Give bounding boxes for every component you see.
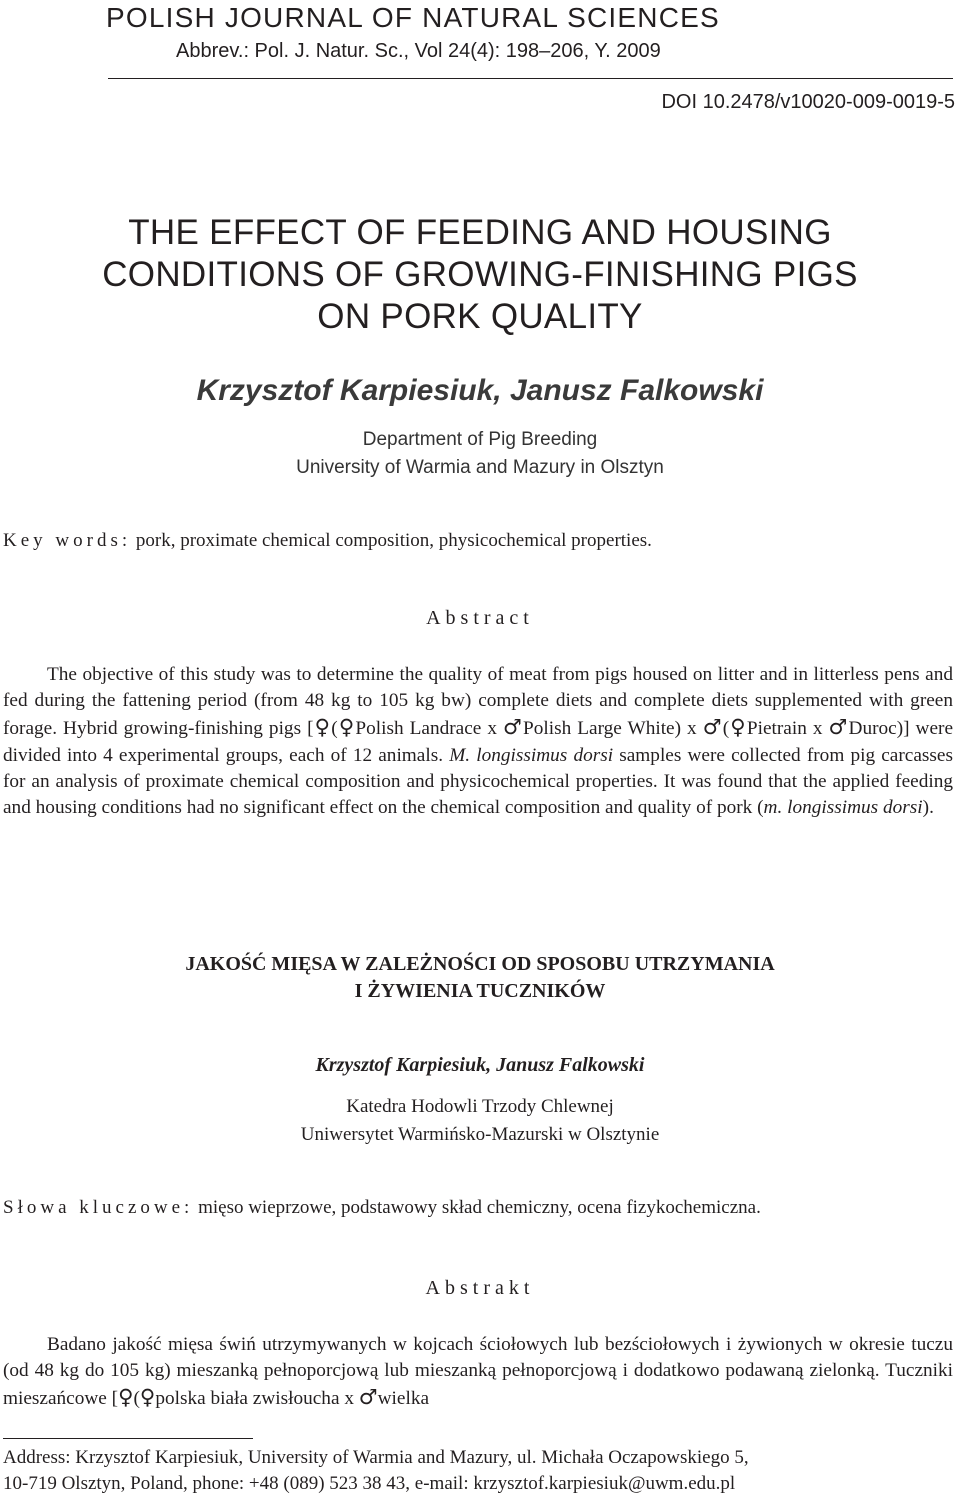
- abstract-heading: Abstract: [426, 607, 534, 629]
- keywords: [3, 530, 652, 552]
- male-symbol-icon: ♂: [503, 715, 524, 740]
- abstract-text-part: Duroc)] were divided into 4 experimental groups, each of 12 animals.: [3, 718, 954, 766]
- female-symbol-icon: ♀: [118, 1385, 134, 1410]
- male-symbol-icon: ♂: [702, 715, 723, 740]
- abstract-text-part: Polish Large White) x: [523, 718, 703, 740]
- abstract-text-part: wielka: [377, 1388, 430, 1410]
- title-line: I ŻYWIENIA TUCZNIKÓW: [354, 980, 606, 1002]
- polish-abstract-text: [3, 1332, 953, 1413]
- header-divider: [108, 78, 953, 79]
- abstract-text-part: The objective of this study was to determine the quality of meat from pigs housed on litter and in litterless pens and fed during the fattening period (from 48 kg to 105 kg bw) complete diets and complete diets supplemented with green forage. Hybrid growing-finishing pigs [: [3, 664, 953, 740]
- university: University of Warmia and Mazury in Olsztyn: [296, 457, 664, 478]
- authors: Krzysztof Karpiesiuk, Janusz Falkowski: [196, 374, 764, 407]
- keywords-text: pork, proximate chemical composition, physicochemical properties.: [135, 530, 652, 551]
- abstract-text-part: Pietrain x: [746, 718, 829, 740]
- female-symbol-icon: ♀: [729, 715, 747, 740]
- abstract-text-part: (: [331, 718, 338, 740]
- correspondence-address: [3, 1445, 749, 1497]
- polish-keywords: [3, 1197, 761, 1219]
- abstract-text-part: m. longissimus dorsi: [763, 797, 923, 819]
- keywords-text: mięso wieprzowe, podstawowy skład chemiczny, ocena fizykochemiczna.: [198, 1197, 761, 1218]
- journal-name: POLISH JOURNAL OF NATURAL SCIENCES: [106, 2, 720, 33]
- address-line: Address: Krzysztof Karpiesiuk, University of Warmia and Mazury, ul. Michała Oczapowskiego 5,: [3, 1447, 749, 1468]
- polish-authors: Krzysztof Karpiesiuk, Janusz Falkowski: [315, 1054, 645, 1076]
- abstract-text-part: (: [133, 1388, 140, 1410]
- female-symbol-icon: ♀: [139, 1385, 156, 1410]
- polish-title: [0, 951, 960, 1005]
- abstract-text-part: longissimus dorsi: [476, 744, 614, 766]
- department: Department of Pig Breeding: [362, 429, 598, 450]
- female-symbol-icon: ♀: [313, 715, 332, 740]
- affiliation: [0, 426, 960, 482]
- abstract-text-part: M.: [449, 744, 471, 766]
- female-symbol-icon: ♀: [337, 715, 356, 740]
- abstract-text: [3, 662, 953, 821]
- journal-citation: Abbrev.: Pol. J. Natur. Sc., Vol 24(4): 198–206, Y. 2009: [176, 40, 661, 62]
- abstract-text-part: samples were collected from pig carcasses for an analysis of proximate chemical composition and physicochemical properties. It was found that the applied feeding and housing conditions had no significant effect on the chemical composition and quality of pork (: [3, 744, 953, 819]
- polish-affiliation: [0, 1093, 960, 1149]
- abstract-text-part: (: [722, 718, 730, 740]
- title-line: THE EFFECT OF FEEDING AND HOUSING: [128, 213, 832, 252]
- abstract-text-part: Badano jakość mięsa świń utrzymywanych w kojcach ściołowych lub bezściołowych i żywionych w okresie tuczu (od 48 kg do 105 kg) mieszanką pełnoporcjową lub mieszanką pełnoporcjową i dodatkowo podawaną zielonką. Tuczniki mieszańcowe [: [3, 1334, 953, 1410]
- abstract-text-part: polska biała zwisłoucha x: [155, 1388, 359, 1410]
- male-symbol-icon: ♂: [358, 1385, 378, 1410]
- male-symbol-icon: ♂: [828, 715, 849, 740]
- abstract-text-part: ).: [922, 797, 934, 819]
- article-title: [0, 212, 960, 338]
- department: Katedra Hodowli Trzody Chlewnej: [346, 1096, 614, 1117]
- keywords-label: Key words:: [3, 530, 132, 551]
- footnote-divider: [3, 1438, 253, 1439]
- keywords-label: Słowa kluczowe:: [3, 1197, 194, 1218]
- title-line: CONDITIONS OF GROWING-FINISHING PIGS: [102, 255, 858, 294]
- title-line: JAKOŚĆ MIĘSA W ZALEŻNOŚCI OD SPOSOBU UTRZYMANIA: [185, 953, 775, 975]
- abstract-text-part: Polish Landrace x: [355, 718, 503, 740]
- address-line: 10-719 Olsztyn, Poland, phone: +48 (089) 523 38 43, e-mail: krzysztof.karpiesiuk@uwm.edu.pl: [3, 1473, 736, 1494]
- university: Uniwersytet Warmińsko-Mazurski w Olsztynie: [300, 1124, 660, 1145]
- doi-link[interactable]: DOI 10.2478/v10020-009-0019-5: [661, 91, 955, 113]
- polish-abstract-heading: Abstrakt: [425, 1277, 535, 1299]
- title-line: ON PORK QUALITY: [317, 297, 643, 336]
